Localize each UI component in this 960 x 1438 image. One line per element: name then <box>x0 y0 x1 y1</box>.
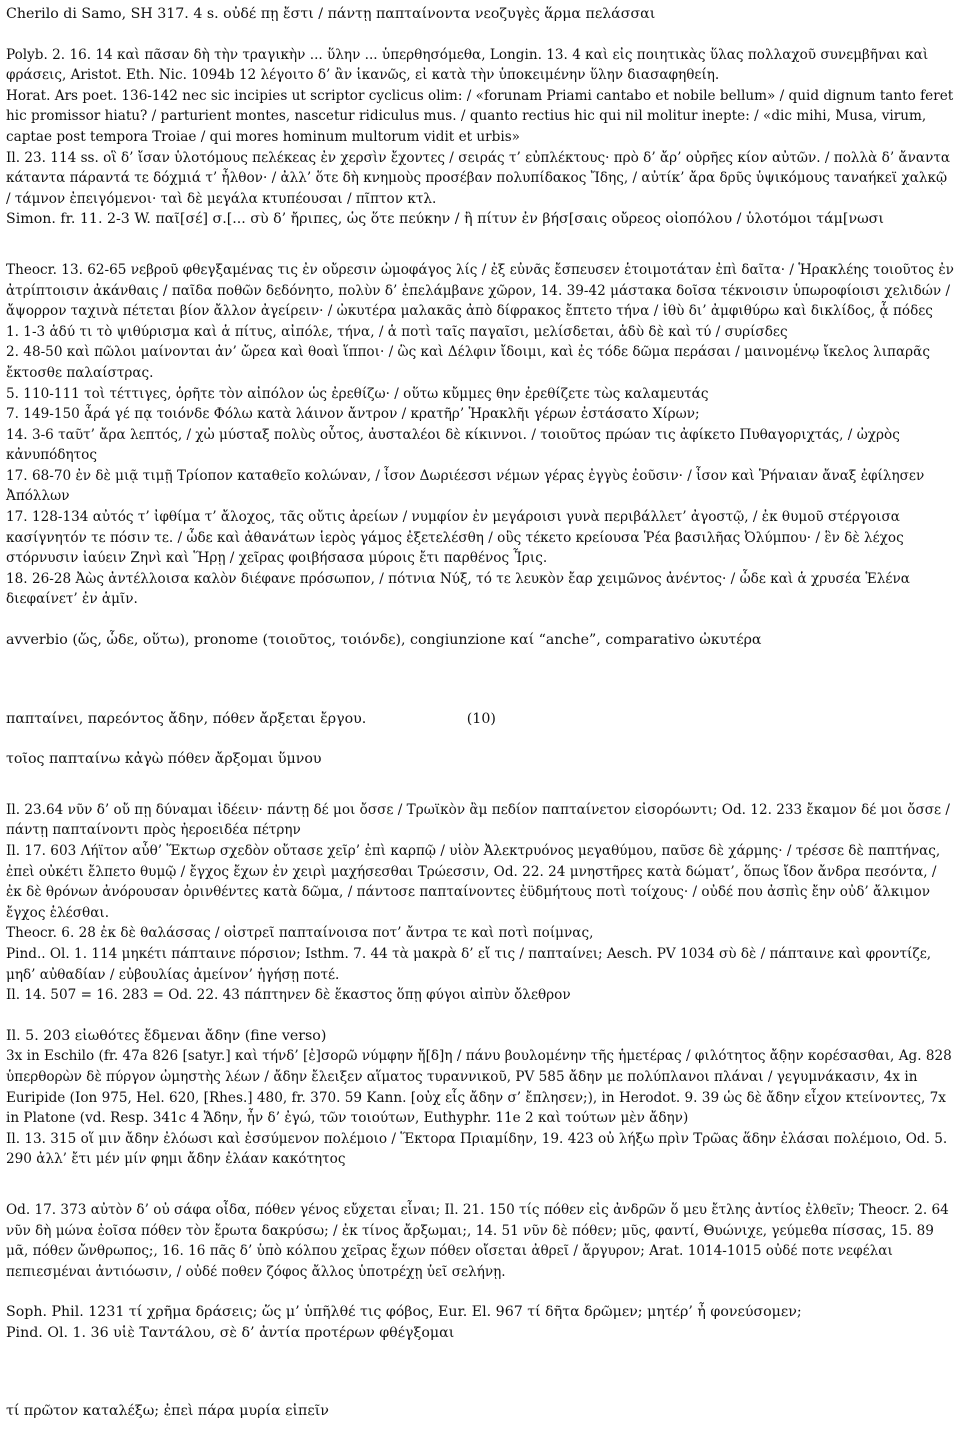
verse-10 <box>6 709 954 730</box>
iliad-5-line: Il. 5. 203 εἰωθότες ἔδμεναι ἄδην (fine verso) <box>6 1027 327 1044</box>
theocritus-1-line: 1. 1-3 ἁδύ τι τὸ ψιθύρισμα καὶ ἁ πίτυς, αἰπόλε, τήνα, / ἁ ποτὶ ταῖς παγαῖσι, μελίσδεται, ἁδὺ δὲ καὶ τύ / συρίσδες <box>6 323 788 340</box>
parallel-verse: τοῖος παπταίνω κἀγὼ πόθεν ἄρξομαι ὕμνου <box>6 751 322 768</box>
odyssey-17-paragraph: Od. 17. 373 αὐτὸν δ’ οὐ σάφα οἶδα, πόθεν γένος εὔχεται εἶναι; Il. 21. 150 τίς πόθεν εἰς ἀνδρῶν ὅ μευ ἔτλης ἀντίος ἐλθεῖν; Theocr. 2. 64 νῦν δὴ μώνα ἐοῖσα πόθεν τὸν ἔρωτα δακρύσω; / ἐκ τίνος ἄρξωμαι;, 14. 51 νῦν δὲ πόθεν; μῦς, φαντί, Θυώνιχε, γεύμεθα πίσσας, 15. 89 μᾶ, πόθεν ὤνθρωπος;, 16. 16 πᾶς δ’ ὑπὸ κόλπου χεῖρας ἔχων πόθεν οἴσεται ἀθρεῖ / ἄργυρον; Arat. 1014-1015 οὐδέ ποτε νεφέλαι πεπιεσμέναι ἀντιόωσιν, / οὐδέ ποθεν ζόφος ἄλλος ὑποτρέχῃ ὑεῖ σελήνῃ. <box>6 1201 949 1280</box>
theocritus-17a-line: 17. 68-70 ἐν δὲ μιᾷ τιμῇ Τρίοπον καταθεῖο κολώναν, / ἶσον Δωριέεσσι νέμων γέρας ἐγγὺς ἐοῦσιν· / ἶσον καὶ Ῥήναιαν ἄναξ ἐφίλησεν Ἀπόλλων <box>6 467 925 505</box>
sophocles-line: Soph. Phil. 1231 τί χρῆμα δράσεις; ὥς μ’ ὑπῆλθέ τις φόβος, Eur. El. 967 τί δῆτα δρῶμεν; μητέρ’ ἦ φονεύσομεν; <box>6 1304 802 1321</box>
iliad-17-603-paragraph: Il. 17. 603 Λήϊτον αὖθ’ Ἕκτωρ σχεδὸν οὔτασε χεῖρ’ ἐπὶ καρπῷ / υἱὸν Ἀλεκτρυόνος μεγαθύμου, παῦσε δὲ χάρμης· / τρέσσε δὲ παπτήνας, ἐπεὶ οὐκέτι ἔλπετο θυμῷ / ἔγχος ἔχων ἐν χειρὶ μαχήσεσθαι Τρώεσσιν, Od. 22. 24 μνηστῆρες κατὰ δώματ’, ὅπως ἴδον ἄνδρα πεσόντα, / ἐκ δὲ θρόνων ἀνόρουσαν ὀρινθέντες κατὰ δῶμα, / πάντοσε παπταίνοντες ἐϋδμήτους ποτὶ τοίχους· / οὐδέ που ἀσπὶς ἔην οὐδ’ ἄλκιμον ἔγχος ἑλέσθαι. <box>6 843 941 921</box>
horace-paragraph: Horat. Ars poet. 136-142 nec sic incipies ut scriptor cyclicus olim: / «forunam Priami cantabo et nobile bellum» / quid dignum tanto feret hic promissor hiatu? / parturient montes, nascetur ridiculus mus. / quanto rectius hic qui nil molitur inepte: / «dic mihi, Musa, virum, captae post tempora Troiae / qui mores hominum multorum vidit et urbis» <box>6 87 954 145</box>
pindar-paragraph: Pind.. Ol. 1. 114 μηκέτι πάπταινε πόρσιον; Isthm. 7. 44 τὰ μακρὰ δ’ εἴ τις / παπταίνει; Aesch. PV 1034 σὺ δὲ / πάπταινε καὶ φροντίζε, μηδ’ αὐθαδίαν / εὐβουλίας ἀμείνον’ ἡγήσῃ ποτέ. <box>6 945 932 983</box>
final-verse: τί πρῶτον καταλέξω; ἐπεὶ πάρα μυρία εἰπεῖν <box>6 1403 329 1420</box>
pindar-ol-line: Pind. Ol. 1. 36 υἱὲ Ταντάλου, σὲ δ’ ἀντία προτέρων φθέγξομαι <box>6 1324 455 1341</box>
aeschylus-paragraph: 3x in Eschilo (fr. 47a 826 [satyr.] καὶ τήνδ’ [ἐ]σορῶ νύμφην ἤ[δ]η / πάνυ βουλομένην τῆς ἡμετέρας / φιλότητος ἄδ̣ην κορέσασθαι, Ag. 828 ὑπερθορὼν δὲ πύργον ὠμηστὴς λέων / ἄδην ἔλειξεν αἵματος τυραννικοῦ, PV 585 ἄδην με πολύπλανοι πλάναι / γεγυμνάκασιν, 4x in Euripide (Ion 975, Hel. 620, [Rhes.] 480, fr. 370. 59 Kann. [οὐχ εἷς ἄδην σ’ ἔπλησεν;), in Herodot. 9. 39 ὡς δὲ ἄδην εἶχον κτείνοντες, 7x in Platone (vd. Resp. 341c 4 Ἄδην, ἦν δ’ ἐγώ, τῶν τοιούτων, Euthyphr. 11e 2 καὶ τούτων μὲν ἄδην) <box>6 1048 952 1127</box>
verse-10-text: παπταίνει, παρεόντος ἄδην, πόθεν ἄρξεται ἔργου. <box>6 710 367 727</box>
iliad-14-line: Il. 14. 507 = 16. 283 = Od. 22. 43 πάπτηνεν δὲ ἕκαστος ὅπῃ φύγοι αἰπὺν ὄλεθρον <box>6 987 571 1004</box>
theocritus-5-line: 5. 110-111 τοὶ τέττιγες, ὁρῆτε τὸν αἰπόλον ὡς ἐρεθίζω· / οὕτω κὔμμες θην ἐρεθίζετε τὼς καλαμευτάς <box>6 385 709 402</box>
theocritus-14-line: 14. 3-6 ταῦτ’ ἄρα λεπτός, / χὠ μύσταξ πολὺς οὗτος, ἀυσταλέοι δὲ κίκιννοι. / τοιοῦτος πρώαν τις ἀφίκετο Πυθαγοριχτάς, / ὠχρὸς κἀνυπόδητος <box>6 426 900 464</box>
simonides-paragraph: Simon. fr. 11. 2-3 W. παῖ[σέ] σ.[... σὺ δ’ ἤριπες, ὡς ὅτε πεύκην / ἢ πίτυν ἐν βήσ[σαις οὔρεος οἰοπόλου / ὑλοτόμοι τάμ[νωσι <box>6 211 884 228</box>
theocritus-7-line: 7. 149-150 ἆρά γέ πᾳ τοιόνδε Φόλω κατὰ λάινον ἄντρον / κρατῆρ’ Ἡρακλῆι γέρων ἐστάσατο Χίρων; <box>6 406 700 423</box>
verse-number: (10) <box>466 710 496 727</box>
theocritus-6-line: Theocr. 6. 28 ἐκ δὲ θαλάσσας / οἰστρεῖ παπταίνοισα ποτ’ ἄντρα τε καὶ ποτὶ ποίμνας, <box>6 925 594 942</box>
cherilo-line: Cherilo di Samo, SH 317. 4 s. οὐδέ πῃ ἔστι / πάντῃ παπταίνοντα νεοζυγὲς ἅρμα πελάσσαι <box>6 6 656 22</box>
iliad-13-paragraph: Il. 13. 315 οἵ μιν ἄδην ἐλόωσι καὶ ἐσσύμενον πολέμοιο / Ἕκτορα Πριαμίδην, 19. 423 οὐ λήξω πρὶν Τρῶας ἅδην ἐλάσαι πολέμοιο, Od. 5. 290 ἀλλ’ ἔτι μέν μίν φημι ἄδην ἐλάαν κακότητος <box>6 1130 948 1168</box>
iliad-23-paragraph: Il. 23. 114 ss. οἳ δ’ ἴσαν ὑλοτόμους πελέκεας ἐν χερσὶν ἔχοντες / σειράς τ’ εὐπλέκτους· πρὸ δ’ ἄρ’ οὐρῆες κίον αὐτῶν. / πολλὰ δ’ ἄναντα κάταντα πάραντά τε δόχμιά τ’ ἦλθον· / ἀλλ’ ὅτε δὴ κνημοὺς προσέβαν πολυπίδακος Ἴδης, / αὐτίκ’ ἄρα δρῦς ὑψικόμους ταναήκεϊ χαλκῷ / τάμνον ἐπειγόμενοι· ταὶ δὲ μεγάλα κτυπέουσαι / πῖπτον κτλ. <box>6 149 951 207</box>
theocritus-13-paragraph: Theocr. 13. 62-65 νεβροῦ φθεγξαμένας τις ἐν οὔρεσιν ὠμοφάγος λίς / ἐξ εὐνᾶς ἔσπευσεν ἑτοιμοτάταν ἐπὶ δαῖτα· / Ἡρακλέης τοιοῦτος ἐν ἀτρίπτοισιν ἀκάνθαις / παῖδα ποθῶν δεδόνητο, πολὺν δ’ ἐπελάμβανε χῶρον, 14. 39-42 μάστακα δοῖσα τέκνοισιν ὑπωροφίοισι χελιδών / ἄψορρον ταχινὰ πέτεται βίον ἄλλον ἀγείρειν· / ὠκυτέρα μαλακᾶς ἀπὸ δίφρακος ἔπτετο τήνα / ἰθὺ δι’ ἀμφιθύρω καὶ δικλίδος, ᾇ πόδες <box>6 261 954 320</box>
polybius-paragraph: Polyb. 2. 16. 14 καὶ πᾶσαν δὴ τὴν τραγικὴν ... ὕλην ... ὑπερθησόμεθα, Longin. 13. 4 καὶ εἰς ποιητικὰς ὕλας πολλαχοῦ συνεμβῆναι καὶ φράσεις, Aristot. Eth. Nic. 1094b 12 λέγοιτο δ’ ἂν ἱκανῶς, εἰ κατὰ τὴν ὑποκειμένην ὕλην διασαφηθείη. <box>6 46 929 84</box>
grammar-summary: avverbio (ὥς, ὧδε, οὕτω), pronome (τοιοῦτος, τοιόνδε), congiunzione καί “anche”, comparativo ὠκυτέρα <box>6 632 762 649</box>
iliad-23-64-paragraph: Il. 23.64 νῦν δ’ οὔ πῃ δύναμαι ἰδέειν· πάντῃ δέ μοι ὄσσε / Τρωϊκὸν ἂμ πεδίον παπταίνετον εἰσορόωντι; Od. 12. 233 ἔκαμον δέ μοι ὄσσε / πάντῃ παπταίνοντι πρὸς ἠεροειδέα πέτρην <box>6 801 950 839</box>
theocritus-18-line: 18. 26-28 Ἀὼς ἀντέλλοισα καλὸν διέφανε πρόσωπον, / πότνια Νύξ, τό τε λευκὸν ἔαρ χειμῶνος ἀνέντος· / ὧδε καὶ ἁ χρυσέα Ἑλένα διεφαίνετ’ ἐν ἁμῖν. <box>6 570 910 608</box>
theocritus-2-line: 2. 48-50 καὶ πῶλοι μαίνονται ἀν’ ὤρεα καὶ θοαὶ ἵπποι· / ὣς καὶ Δέλφιν ἴδοιμι, καὶ ἐς τόδε δῶμα περάσαι / μαινομένῳ ἴκελος λιπαρᾶς ἔκτοσθε παλαίστρας. <box>6 344 930 381</box>
theocritus-17b-line: 17. 128-134 αὐτός τ’ ἰφθίμα τ’ ἄλοχος, τᾶς οὔτις ἀρείων / νυμφίον ἐν μεγάροισι γυνὰ περιβάλλετ’ ἀγοστῷ, / ἐκ θυμοῦ στέργοισα κασίγνητόν τε πόσιν τε. / ὧδε καὶ ἀθανάτων ἱερὸς γάμος ἐξετελέσθη / οὓς τέκετο κρείουσα Ῥέα βασιλῆας Ὀλύμπου· / ἓν δὲ λέχος στόρνυσιν ἰαύειν Ζηνὶ καὶ Ἥρῃ / χεῖρας φοιβήσασα μύροις ἔτι παρθένος Ἶρις. <box>6 509 904 567</box>
